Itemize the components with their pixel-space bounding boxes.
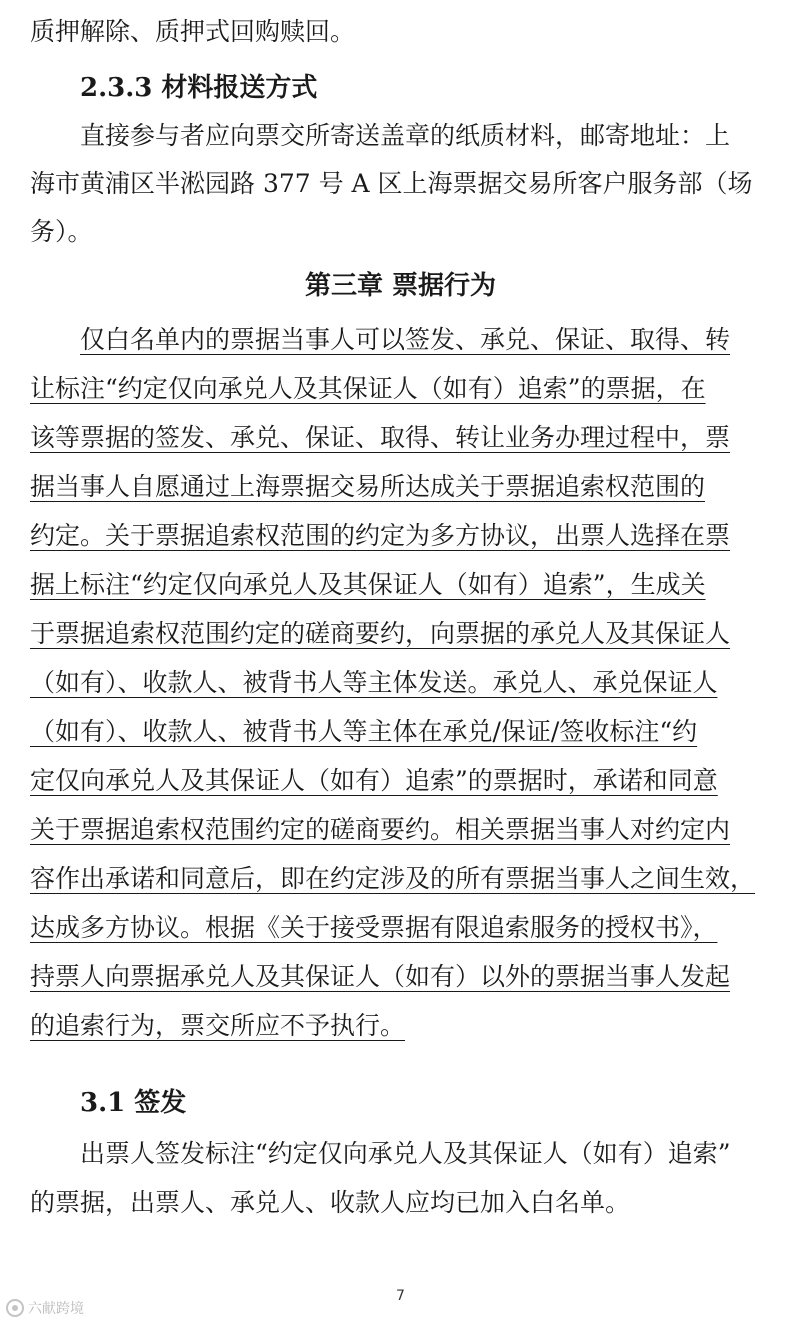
body-line: 务）。 <box>30 217 93 246</box>
underlined-line: 仅白名单内的票据当事人可以签发、承兑、保证、取得、转 <box>80 325 731 354</box>
chapter-title: 第三章 票据行为 <box>304 271 497 301</box>
section-heading-3-1: 3.1 签发 <box>80 1088 187 1118</box>
underlined-line: （如有）、收款人、被背书人等主体在承兑/保证/签收标注“约 <box>30 717 698 746</box>
underlined-line: 让标注“约定仅向承兑人及其保证人（如有）追索”的票据，在 <box>30 374 706 403</box>
body-line: 的票据，出票人、承兑人、收款人应均已加入白名单。 <box>30 1188 631 1217</box>
body-line: 海市黄浦区半淞园路 377 号 A 区上海票据交易所客户服务部（场 <box>30 169 753 198</box>
underlined-line: 于票据追索权范围约定的磋商要约，向票据的承兑人及其保证人 <box>30 619 731 648</box>
underlined-line: 持票人向票据承兑人及其保证人（如有）以外的票据当事人发起 <box>30 962 731 991</box>
underlined-line: （如有）、收款人、被背书人等主体发送。承兑人、承兑保证人 <box>30 668 718 697</box>
underlined-line: 的追索行为，票交所应不予执行。 <box>30 1011 406 1040</box>
underlined-line: 达成多方协议。根据《关于接受票据有限追索服务的授权书》， <box>30 913 718 942</box>
watermark-logo-icon <box>6 1299 24 1317</box>
underlined-line: 定仅向承兑人及其保证人（如有）追索”的票据时，承诺和同意 <box>30 766 718 795</box>
body-line: 直接参与者应向票交所寄送盖章的纸质材料，邮寄地址：上 <box>80 121 731 150</box>
underlined-line: 该等票据的签发、承兑、保证、取得、转让业务办理过程中，票 <box>30 423 731 452</box>
underlined-line: 据当事人自愿通过上海票据交易所达成关于票据追索权范围的 <box>30 472 706 501</box>
underlined-line: 关于票据追索权范围约定的磋商要约。相关票据当事人对约定内 <box>30 815 731 844</box>
section-heading-2-3-3: 2.3.3 材料报送方式 <box>80 73 318 103</box>
carry-over-line: 质押解除、质押式回购赎回。 <box>30 17 356 46</box>
body-line: 出票人签发标注“约定仅向承兑人及其保证人（如有）追索” <box>80 1139 731 1168</box>
underlined-line: 据上标注“约定仅向承兑人及其保证人（如有）追索”，生成关 <box>30 570 706 599</box>
underlined-line: 容作出承诺和同意后，即在约定涉及的所有票据当事人之间生效， <box>30 864 756 893</box>
page-number: 7 <box>396 1288 405 1304</box>
underlined-line: 约定。关于票据追索权范围的约定为多方协议，出票人选择在票 <box>30 521 731 550</box>
watermark <box>6 1298 84 1318</box>
watermark-text: 六献跨境 <box>28 1301 84 1317</box>
